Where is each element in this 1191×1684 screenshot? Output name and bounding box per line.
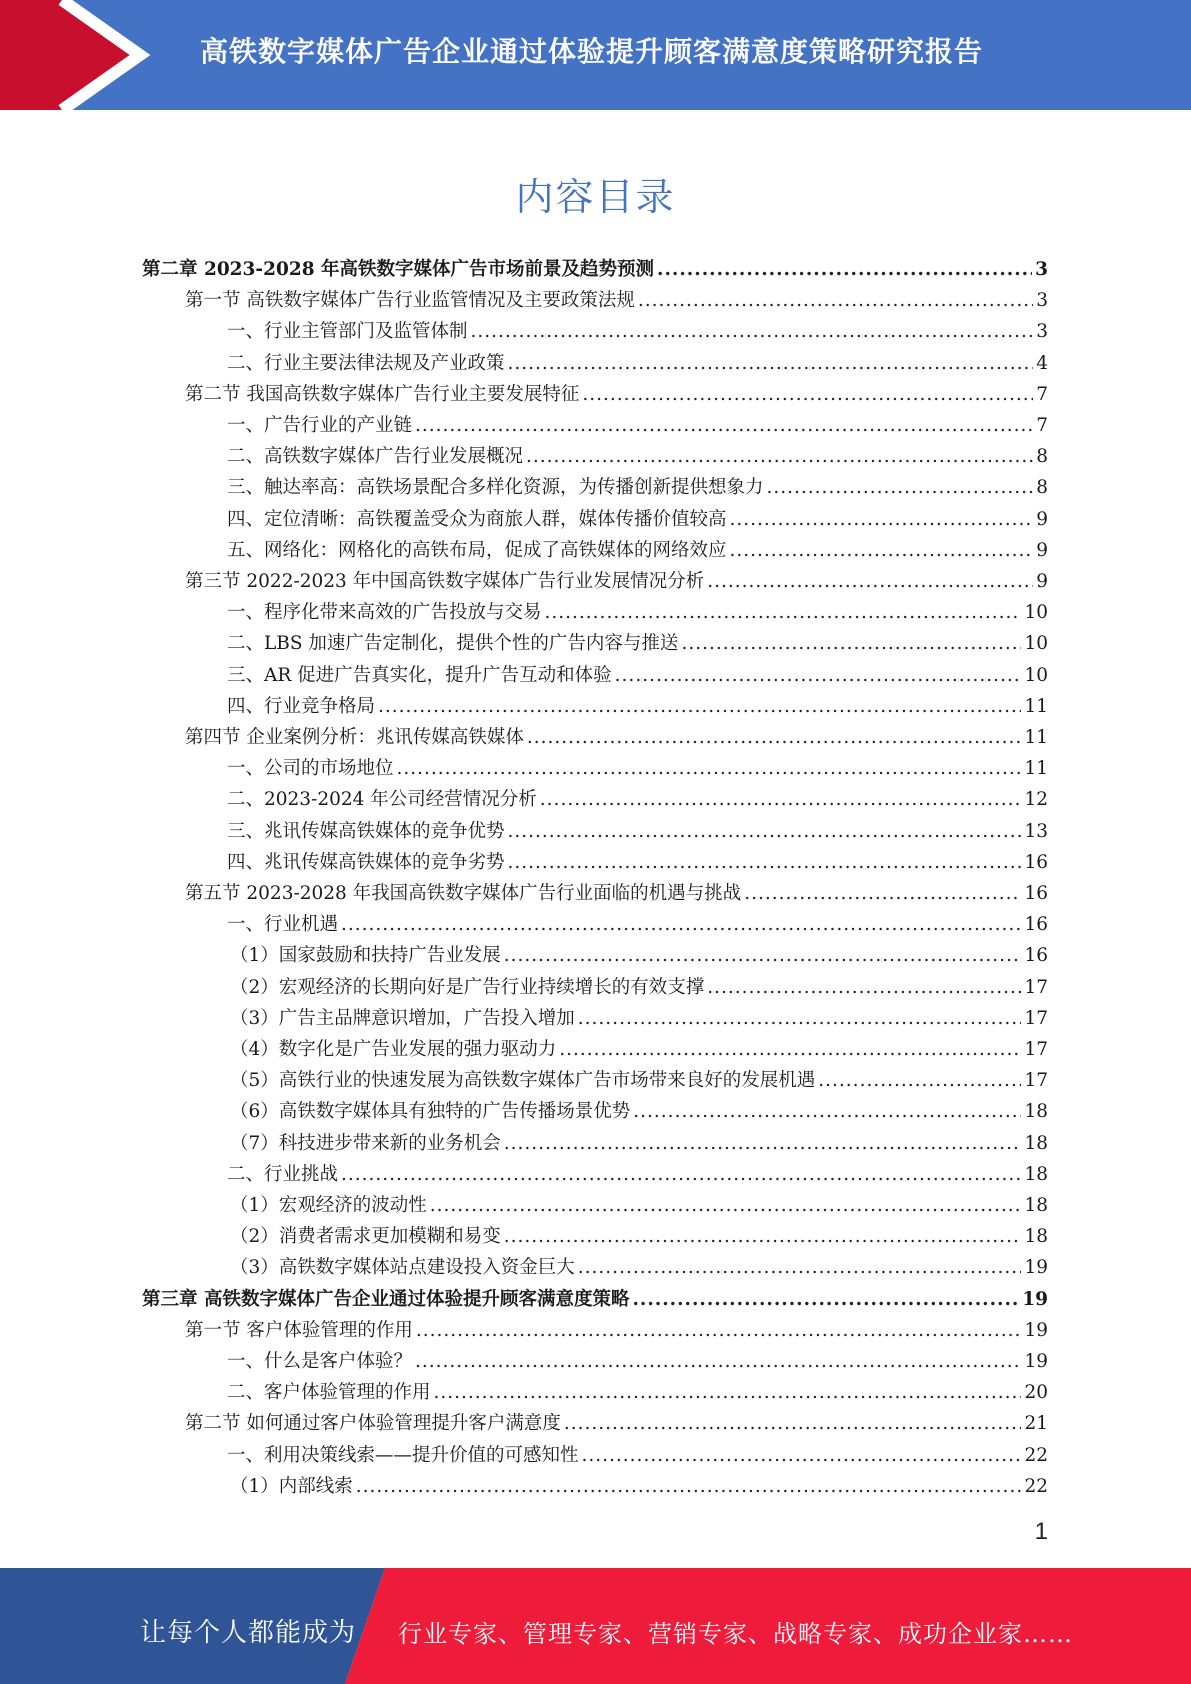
toc-dot-leader [578,1252,1022,1283]
toc-entry-page: 16 [1024,945,1048,967]
toc-entry[interactable] [227,597,1048,628]
toc-entry-page: 11 [1024,758,1048,780]
toc-dot-leader [744,878,1021,909]
toc-entry-page: 3 [1036,321,1048,343]
toc-dot-leader [430,1190,1022,1221]
toc-dot-leader [615,660,1022,691]
toc-entry-page: 13 [1024,820,1048,842]
toc-entry[interactable] [227,535,1048,566]
toc-dot-leader [527,722,1022,753]
toc-entry-label: （4）数字化是广告业发展的强力驱动力 [230,1039,557,1060]
toc-entry[interactable] [227,691,1048,722]
toc-entry-label: 一、公司的市场地位 [227,758,394,780]
toc-dot-leader [508,847,1022,878]
toc-entry-page: 17 [1024,1070,1048,1092]
toc-entry-page: 18 [1024,1226,1048,1248]
toc-dot-leader [767,472,1034,503]
toc-entry[interactable] [142,254,1048,285]
toc-entry[interactable] [230,1096,1048,1127]
toc-dot-leader [545,597,1022,628]
footer-slogan-right: 行业专家、管理专家、营销专家、战略专家、成功企业家…… [398,1620,1073,1648]
toc-entry-page: 22 [1024,1475,1048,1497]
toc-entry-label: 二、高铁数字媒体广告行业发展概况 [227,446,524,468]
toc-entry-page: 8 [1036,477,1048,499]
toc-dot-leader [415,410,1033,441]
toc-entry[interactable] [142,1284,1048,1315]
toc-dot-leader [356,1471,1022,1502]
toc-entry[interactable] [230,1190,1048,1221]
toc-entry-label: 第一节 客户体验管理的作用 [185,1319,413,1341]
toc-entry-label: 一、利用决策线索——提升价值的可感知性 [227,1444,579,1466]
toc-entry[interactable] [230,940,1048,971]
toc-entry[interactable] [227,784,1048,815]
toc-entry-label: 五、网络化：网格化的高铁布局，促成了高铁媒体的网络效应 [227,539,727,561]
toc-entry[interactable] [227,472,1048,503]
toc-entry-label: 二、客户体验管理的作用 [227,1382,431,1404]
toc-entry-page: 7 [1036,415,1048,436]
toc-dot-leader [707,972,1021,1003]
toc-dot-leader [504,1221,1022,1252]
toc-entry-label: 第二节 我国高铁数字媒体广告行业主要发展特征 [185,383,580,405]
toc-entry[interactable] [227,504,1048,535]
toc-entry-label: 三、兆讯传媒高铁媒体的竞争优势 [227,820,505,842]
toc-entry-page: 12 [1024,789,1048,811]
toc-dot-leader [526,441,1033,472]
toc-dot-leader [378,691,1021,722]
toc-dot-leader [559,1034,1021,1065]
toc-entry[interactable] [227,628,1048,659]
toc-dot-leader [707,566,1033,597]
toc-entry[interactable] [227,316,1048,347]
toc-entry[interactable] [227,348,1048,379]
toc-entry[interactable] [227,410,1048,441]
toc-entry[interactable] [230,1471,1048,1502]
toc-entry[interactable] [230,1128,1048,1159]
toc-heading: 内容目录 [515,175,676,219]
toc-entry-page: 19 [1024,1257,1048,1279]
toc-entry-page: 11 [1024,695,1048,717]
toc-entry-page: 18 [1024,1132,1048,1154]
toc-entry-page: 20 [1024,1382,1048,1404]
toc-entry-page: 18 [1024,1163,1048,1185]
toc-entry[interactable] [227,816,1048,847]
toc-dot-leader [564,1408,1022,1439]
toc-dot-leader [416,1315,1022,1346]
toc-entry[interactable] [185,1408,1048,1439]
toc-entry-label: （5）高铁行业的快速发展为高铁数字媒体广告市场带来良好的发展机遇 [230,1070,816,1092]
toc-entry[interactable] [230,1252,1048,1283]
toc-dot-leader [730,504,1034,535]
toc-entry-label: 第二节 如何通过客户体验管理提升客户满意度 [185,1413,561,1435]
toc-entry-page: 17 [1024,1039,1048,1060]
toc-entry-label: 二、行业主要法律法规及产业政策 [227,352,505,374]
toc-dot-leader [633,1096,1021,1127]
toc-dot-leader [434,1377,1022,1408]
toc-entry-label: 第二章 2023-2028 年高铁数字媒体广告市场前景及趋势预测 [142,259,655,280]
toc-entry-page: 21 [1024,1413,1048,1435]
toc-dot-leader [578,1003,1022,1034]
toc-entry[interactable] [230,1221,1048,1252]
toc-entry-label: （1）国家鼓励和扶持广告业发展 [230,945,501,967]
toc-entry-label: （3）广告主品牌意识增加，广告投入增加 [230,1007,575,1029]
toc-entry-label: 第四节 企业案例分析：兆讯传媒高铁媒体 [185,727,524,748]
toc-entry-page: 19 [1022,1288,1048,1310]
toc-dot-leader [818,1065,1021,1096]
toc-dot-leader [540,784,1022,815]
toc-entry[interactable] [185,566,1048,597]
header-banner [0,0,1191,110]
toc-entry-page: 8 [1036,446,1048,468]
toc-entry-label: 第一节 高铁数字媒体广告行业监管情况及主要政策法规 [185,290,635,312]
toc-entry-page: 18 [1024,1101,1048,1123]
toc-entry[interactable] [185,285,1048,316]
toc-entry-page: 16 [1024,883,1048,904]
toc-entry-label: （1）宏观经济的波动性 [230,1195,427,1216]
toc-dot-leader [730,535,1034,566]
toc-entry[interactable] [185,379,1048,410]
toc-entry-label: 四、兆讯传媒高铁媒体的竞争劣势 [227,851,505,873]
toc-dot-leader [397,753,1022,784]
toc-dot-leader [471,316,1034,347]
toc-entry-label: 第三节 2022-2023 年中国高铁数字媒体广告行业发展情况分析 [185,571,705,592]
toc-entry-page: 17 [1024,1007,1048,1029]
toc-entry-label: （1）内部线索 [230,1475,353,1497]
toc-entry-page: 18 [1024,1195,1048,1216]
toc-entry-page: 10 [1024,664,1048,686]
toc-entry[interactable] [227,660,1048,691]
toc-dot-leader [415,1346,1021,1377]
toc-dot-leader [508,816,1022,847]
toc-entry-page: 9 [1036,539,1048,561]
toc-dot-leader [582,1440,1022,1471]
toc-dot-leader [504,1128,1022,1159]
toc-dot-leader [681,628,1021,659]
toc-dot-leader [638,285,1033,316]
toc-entry-label: 二、2023-2024 年公司经营情况分析 [227,789,537,811]
toc-dot-leader [508,348,1034,379]
toc-entry-page: 10 [1024,602,1048,624]
toc-dot-leader [504,940,1022,971]
toc-entry-label: 三、触达率高：高铁场景配合多样化资源，为传播创新提供想象力 [227,477,764,499]
toc-dot-leader [657,254,1032,285]
toc-entry-page: 16 [1024,851,1048,873]
toc-entry[interactable] [227,1377,1048,1408]
toc-entry[interactable] [227,909,1048,940]
toc-entry-label: （3）高铁数字媒体站点建设投入资金巨大 [230,1257,575,1279]
footer-slogan-left: 让每个人都能成为 [140,1618,357,1648]
toc-entry[interactable] [227,1159,1048,1190]
toc-entry-page: 16 [1024,914,1048,936]
toc-entry[interactable] [185,1315,1048,1346]
toc-entry[interactable] [230,1065,1048,1096]
toc-entry-label: 一、行业主管部门及监管体制 [227,321,468,343]
toc-dot-leader [341,909,1021,940]
toc-entry-label: 四、定位清晰：高铁覆盖受众为商旅人群，媒体传播价值较高 [227,508,727,530]
toc-entry[interactable] [227,441,1048,472]
toc-entry-label: 一、程序化带来高效的广告投放与交易 [227,602,542,624]
toc-entry-page: 9 [1036,508,1048,530]
toc-entry-label: （7）科技进步带来新的业务机会 [230,1132,501,1154]
toc-entry-page: 17 [1024,976,1048,998]
report-title: 高铁数字媒体广告企业通过体验提升顾客满意度策略研究报告 [200,35,984,68]
toc-entry[interactable] [230,1034,1048,1065]
toc-dot-leader [341,1159,1021,1190]
toc-entry[interactable] [185,722,1048,753]
toc-entry-label: 二、行业挑战 [227,1163,339,1185]
toc-entry[interactable] [227,847,1048,878]
toc-entry-page: 11 [1024,727,1048,748]
toc-entry-label: 一、行业机遇 [227,914,339,936]
toc-entry-page: 7 [1036,383,1048,405]
toc-entry-page: 19 [1024,1319,1048,1341]
toc-entry-label: （2）消费者需求更加模糊和易变 [230,1226,501,1248]
toc-dot-leader [632,1284,1019,1315]
toc-entry[interactable] [185,878,1048,909]
toc-entry-label: 四、行业竞争格局 [227,695,376,717]
page-number: 1 [1034,1518,1048,1545]
toc-entry-page: 19 [1024,1351,1048,1372]
toc-dot-leader [582,379,1033,410]
toc-entry-label: 一、广告行业的产业链 [227,415,413,436]
toc-entry-label: 二、LBS 加速广告定制化，提供个性的广告内容与推送 [227,633,679,655]
toc-entry[interactable] [227,1346,1048,1377]
toc-entry[interactable] [227,753,1048,784]
toc-entry-page: 3 [1036,290,1048,312]
toc-entry-page: 9 [1036,571,1048,592]
toc-entry-label: （2）宏观经济的长期向好是广告行业持续增长的有效支撑 [230,976,705,998]
toc-entry[interactable] [230,972,1048,1003]
toc-entry-page: 10 [1024,633,1048,655]
toc-entry-label: （6）高铁数字媒体具有独特的广告传播场景优势 [230,1101,631,1123]
toc-entry-label: 一、什么是客户体验？ [227,1351,413,1372]
toc-entry-page: 3 [1035,259,1048,280]
toc-entry-page: 4 [1036,352,1048,374]
toc-entry-label: 第三章 高铁数字媒体广告企业通过体验提升顾客满意度策略 [142,1288,630,1310]
toc-entry-label: 第五节 2023-2028 年我国高铁数字媒体广告行业面临的机遇与挑战 [185,883,742,904]
toc-entry-page: 22 [1024,1444,1048,1466]
toc-entry-label: 三、AR 促进广告真实化，提升广告互动和体验 [227,664,612,686]
toc-entry[interactable] [230,1003,1048,1034]
toc-entry[interactable] [227,1440,1048,1471]
